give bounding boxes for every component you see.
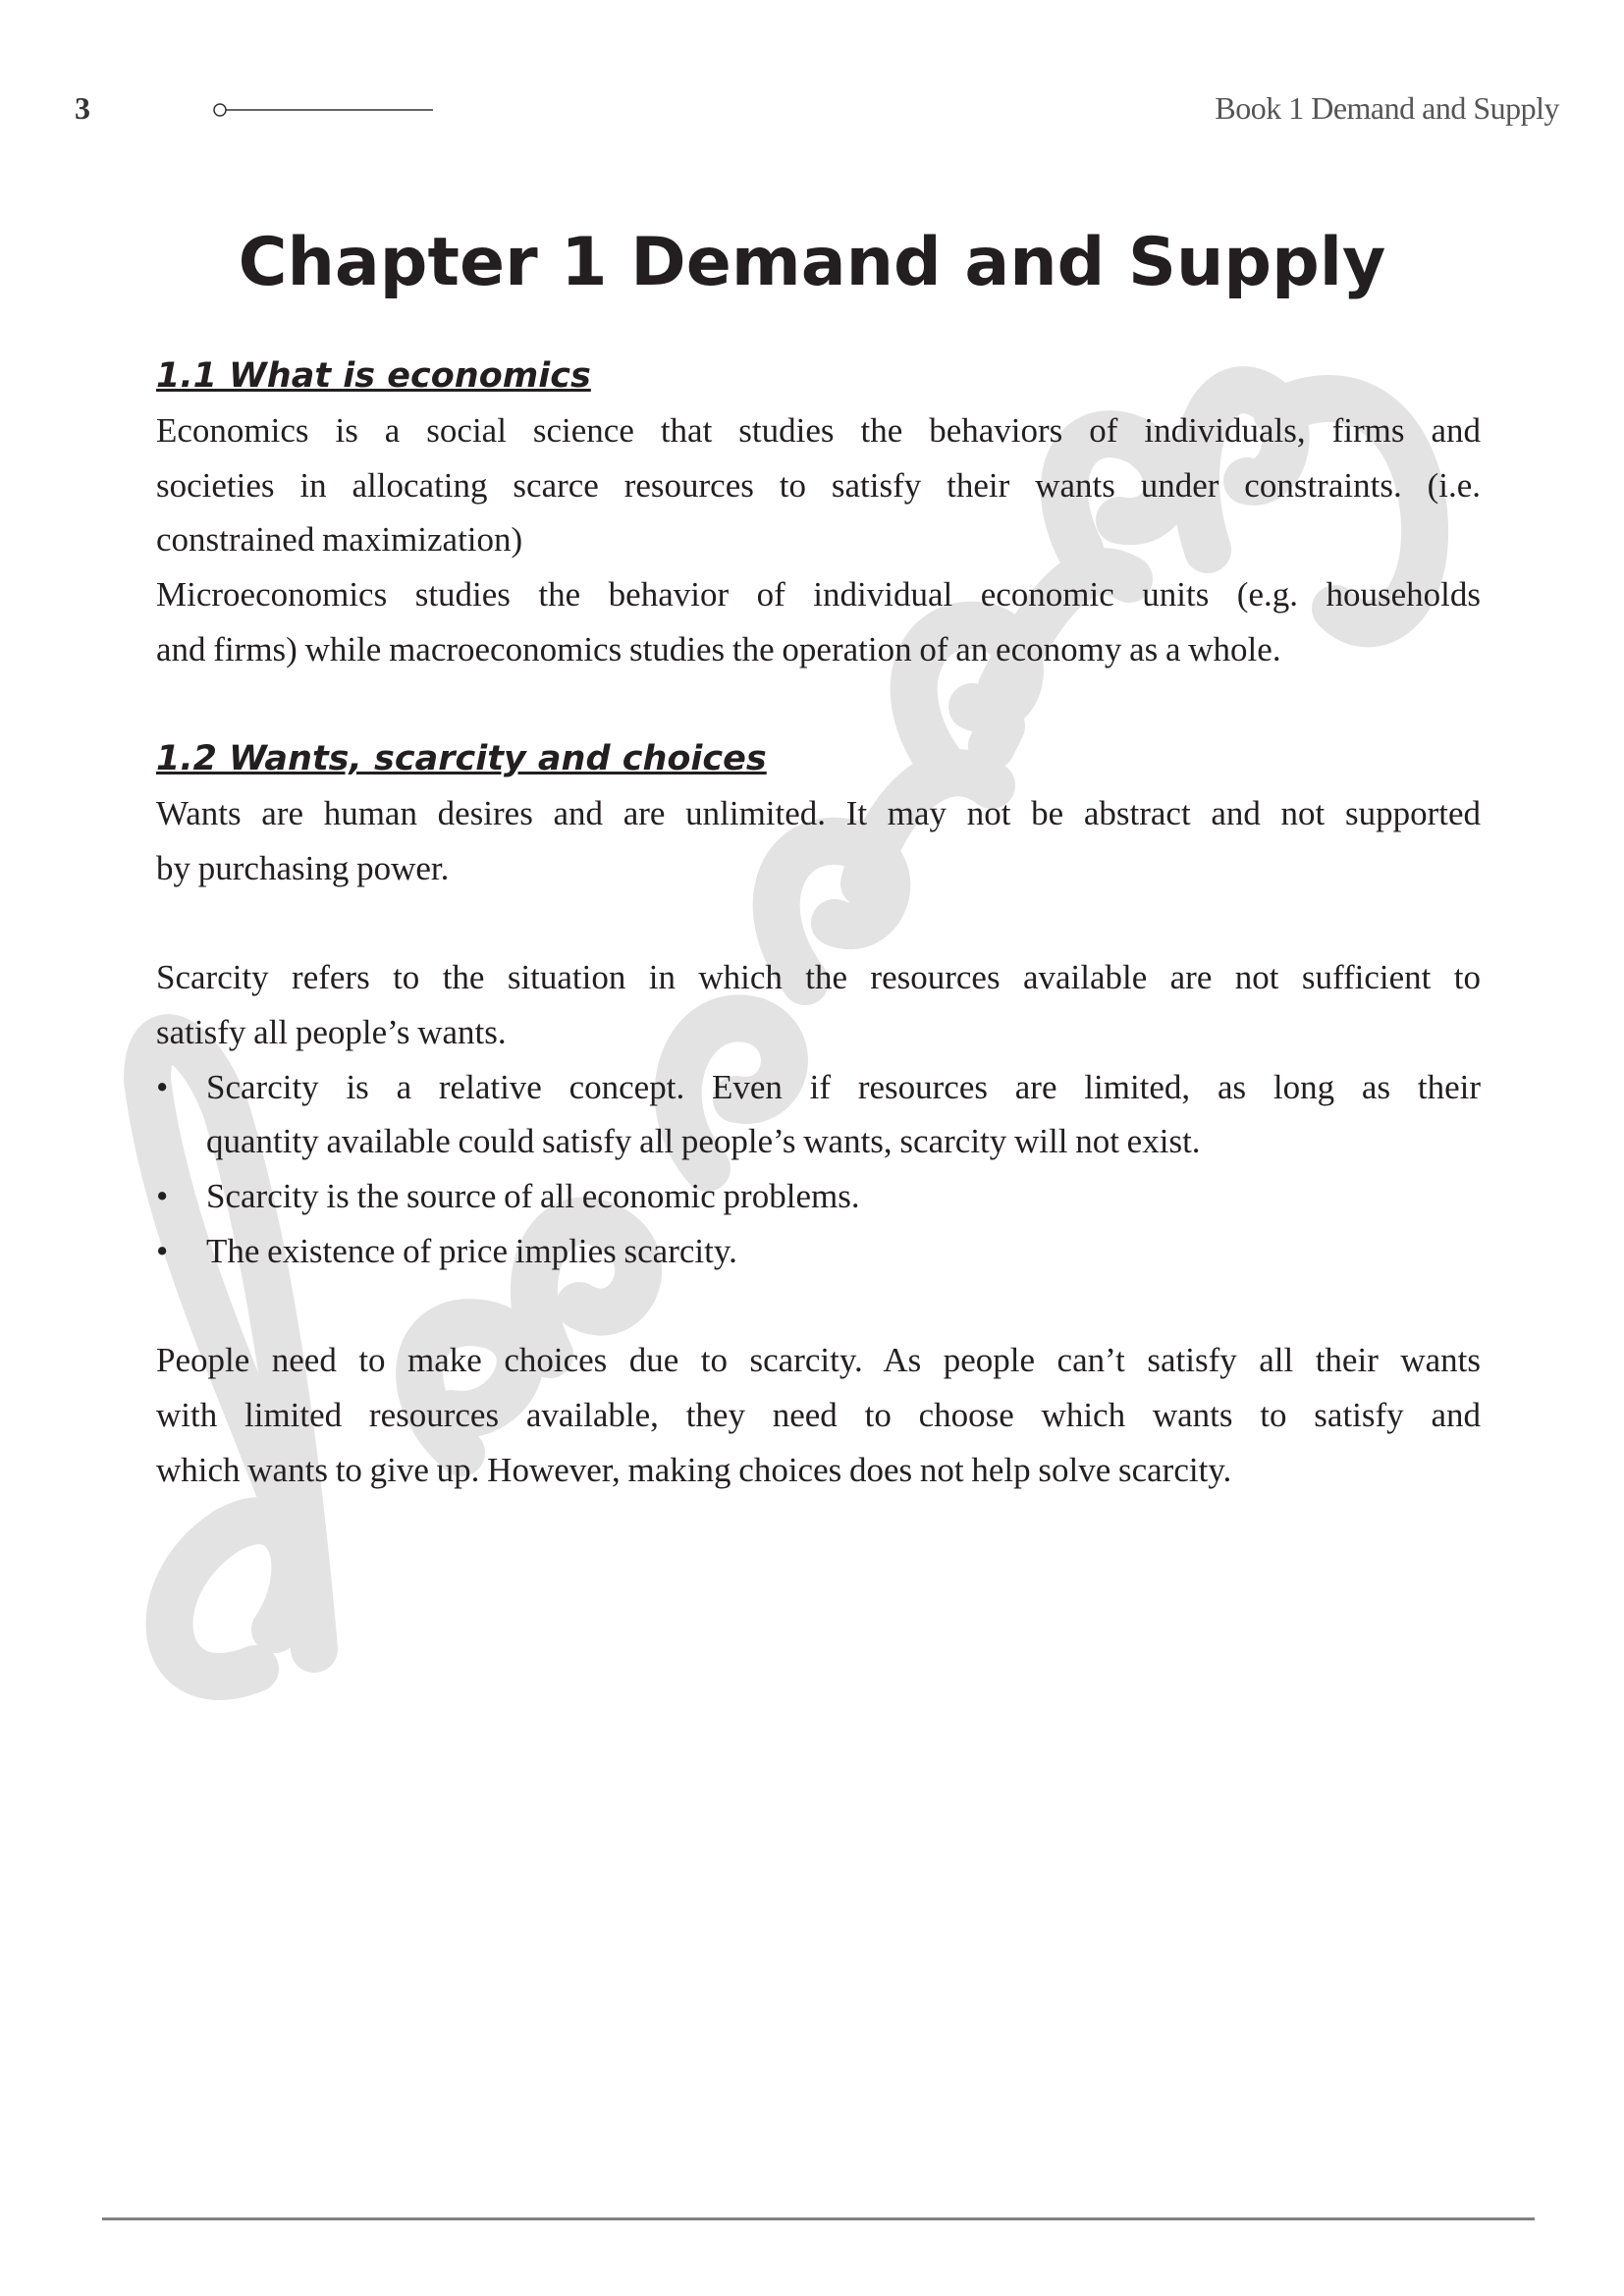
bullet-item bbox=[156, 1169, 1481, 1224]
bullet-item bbox=[156, 1060, 1481, 1169]
body-line: and firms) while macroeconomics studies the operation of an economy as a whole. bbox=[156, 629, 1281, 668]
bullet-line: quantity available could satisfy all people’s wants, scarcity will not exist. bbox=[206, 1122, 1201, 1161]
page-content bbox=[156, 348, 1481, 1497]
body-line: Scarcity refers to the situation in which the resources available are not sufficient to bbox=[156, 958, 1481, 997]
body-line: Wants are human desires and are unlimited. It may not be abstract and not supported bbox=[156, 794, 1481, 833]
bullet-icon: • bbox=[156, 1231, 169, 1270]
page-number: 3 bbox=[75, 90, 90, 126]
bullet-item bbox=[156, 1224, 1481, 1279]
running-header: Book 1 Demand and Supply bbox=[1215, 90, 1559, 126]
bullet-line: Scarcity is the source of all economic problems. bbox=[206, 1177, 860, 1216]
body-line: which wants to give up. However, making choices does not help solve scarcity. bbox=[156, 1450, 1232, 1489]
bullet-icon: • bbox=[156, 1177, 169, 1216]
section-heading: 1.1 What is economics bbox=[156, 356, 591, 396]
body-line: with limited resources available, they need to choose which wants to satisfy and bbox=[156, 1395, 1481, 1434]
body-line: Economics is a social science that studies the behaviors of individuals, firms and bbox=[156, 411, 1481, 450]
body-line: satisfy all people’s wants. bbox=[156, 1013, 507, 1051]
body-line: societies in allocating scarce resources to satisfy their wants under constraints. (i.e. bbox=[156, 465, 1481, 505]
bullet-line: Scarcity is a relative concept. Even if resources are limited, as long as their bbox=[206, 1067, 1481, 1106]
header-decoration-line bbox=[212, 102, 433, 118]
body-line: Microeconomics studies the behavior of individual economic units (e.g. households bbox=[156, 575, 1481, 614]
body-line: by purchasing power. bbox=[156, 848, 450, 887]
body-line: constrained maximization) bbox=[156, 520, 523, 560]
body-line: People need to make choices due to scarcity. As people can’t satisfy all their wants bbox=[156, 1341, 1481, 1380]
footer-divider bbox=[102, 2217, 1535, 2220]
chapter-title: Chapter 1 Demand and Supply bbox=[238, 224, 1386, 301]
bullet-icon: • bbox=[156, 1067, 169, 1106]
bullet-line: The existence of price implies scarcity. bbox=[206, 1231, 737, 1270]
section-heading: 1.2 Wants, scarcity and choices bbox=[156, 739, 767, 779]
